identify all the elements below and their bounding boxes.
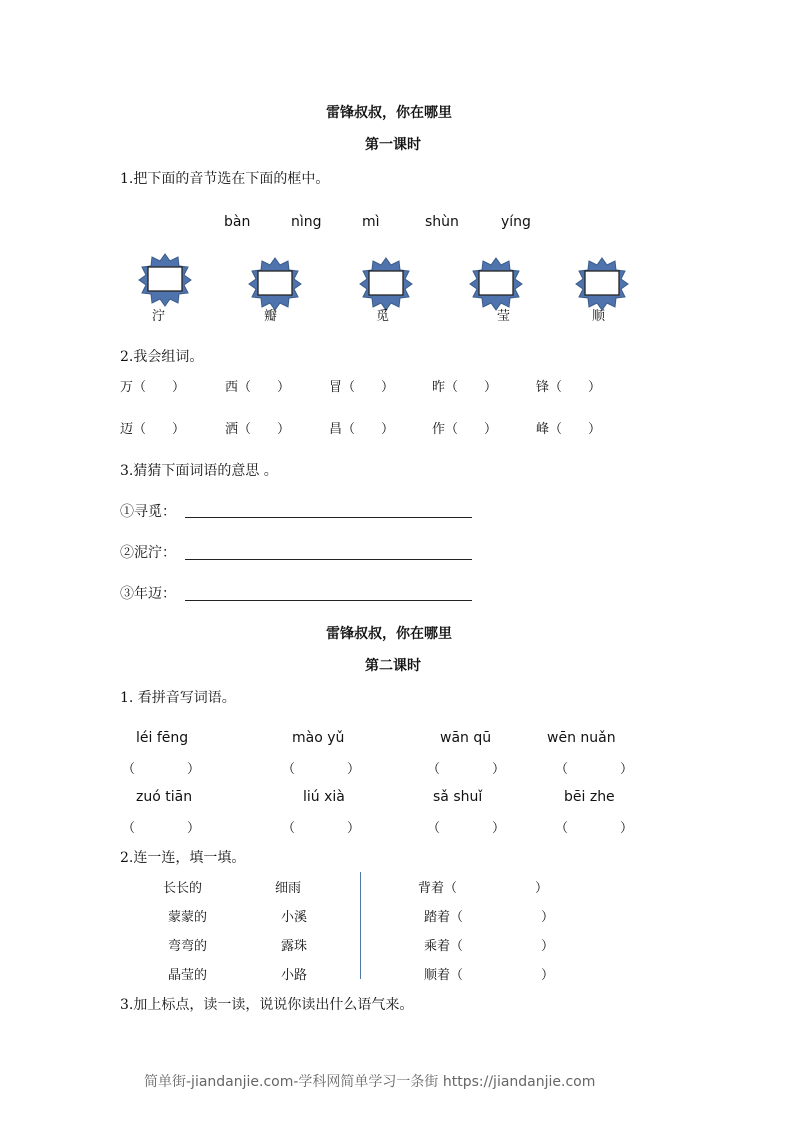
meaning-label-1: ①寻觅： [120, 504, 176, 520]
char-ban: 瓣 [264, 309, 278, 324]
char-shun: 顺 [592, 309, 606, 324]
answer-paren[interactable]: （ ） [555, 762, 634, 777]
pinyin-liu-xia: liú xià [303, 789, 345, 805]
match-mid-item[interactable]: 露珠 [281, 939, 308, 954]
word-item[interactable]: 冒（ ） [329, 380, 395, 395]
answer-box-2[interactable] [247, 256, 303, 312]
word-item[interactable]: 万（ ） [120, 380, 186, 395]
pinyin-shun: shùn [425, 214, 459, 230]
lesson1-subtitle: 第一课时 [365, 137, 421, 153]
match-mid-item[interactable]: 小溪 [281, 910, 308, 925]
word-item[interactable]: 昌（ ） [329, 422, 395, 437]
fill-item[interactable]: 踏着（ ） [424, 910, 555, 925]
fill-item[interactable]: 乘着（ ） [424, 939, 555, 954]
pinyin-zuo-tian: zuó tiān [136, 789, 193, 805]
l1-q1-prompt: 1.把下面的音节选在下面的框中。 [120, 171, 330, 187]
pinyin-ying: yíng [501, 214, 531, 230]
answer-paren[interactable]: （ ） [427, 821, 506, 836]
lesson1-title: 雷锋叔叔，你在哪里 [326, 105, 452, 121]
match-left-item[interactable]: 蒙蒙的 [168, 910, 208, 925]
l2-q1-prompt: 1. 看拼音写词语。 [120, 690, 236, 706]
pinyin-wen-nuan: wēn nuǎn [547, 730, 616, 746]
l2-q3-prompt: 3.加上标点，读一读，说说你读出什么语气来。 [120, 997, 414, 1013]
word-item[interactable]: 迈（ ） [120, 422, 186, 437]
answer-box-3[interactable] [358, 256, 414, 312]
word-item[interactable]: 锋（ ） [536, 380, 602, 395]
match-mid-item[interactable]: 细雨 [275, 881, 302, 896]
fill-item[interactable]: 顺着（ ） [424, 968, 555, 983]
match-mid-item[interactable]: 小路 [281, 968, 308, 983]
answer-paren[interactable]: （ ） [427, 762, 506, 777]
answer-box-4[interactable] [468, 256, 524, 312]
pinyin-ban: bàn [224, 214, 251, 230]
char-ning: 泞 [152, 309, 166, 324]
match-left-item[interactable]: 弯弯的 [168, 939, 208, 954]
meaning-label-2: ②泥泞： [120, 545, 176, 561]
answer-paren[interactable]: （ ） [122, 762, 201, 777]
answer-line-3[interactable] [185, 600, 472, 601]
answer-paren[interactable]: （ ） [282, 821, 361, 836]
divider-line [360, 872, 361, 979]
l1-q3-prompt: 3.猜猜下面词语的意思 。 [120, 463, 278, 479]
footer-watermark: 简单街-jiandanjie.com-学科网简单学习一条街 https://jiandanjie.com [144, 1074, 596, 1090]
lesson2-subtitle: 第二课时 [365, 658, 421, 674]
word-item[interactable]: 峰（ ） [536, 422, 602, 437]
char-ying: 莹 [497, 309, 511, 324]
l1-q2-prompt: 2.我会组词。 [120, 349, 204, 365]
answer-paren[interactable]: （ ） [122, 821, 201, 836]
word-item[interactable]: 洒（ ） [225, 422, 291, 437]
l2-q2-prompt: 2.连一连，填一填。 [120, 850, 246, 866]
answer-line-1[interactable] [185, 517, 472, 518]
match-left-item[interactable]: 长长的 [163, 881, 203, 896]
pinyin-mao-yu: mào yǔ [292, 730, 345, 746]
match-left-item[interactable]: 晶莹的 [168, 968, 208, 983]
char-mi: 觅 [376, 309, 390, 324]
answer-paren[interactable]: （ ） [555, 821, 634, 836]
pinyin-sa-shui: sǎ shuǐ [433, 789, 483, 805]
pinyin-bei-zhe: bēi zhe [564, 789, 615, 805]
lesson2-title: 雷锋叔叔，你在哪里 [326, 626, 452, 642]
pinyin-ning: nìng [291, 214, 322, 230]
fill-item[interactable]: 背着（ ） [418, 881, 549, 896]
answer-line-2[interactable] [185, 559, 472, 560]
answer-box-1[interactable] [137, 252, 193, 308]
answer-paren[interactable]: （ ） [282, 762, 361, 777]
pinyin-wan-qu: wān qū [440, 730, 492, 746]
answer-box-5[interactable] [574, 256, 630, 312]
pinyin-mi: mì [362, 214, 380, 230]
pinyin-lei-feng: léi fēng [136, 730, 189, 746]
word-item[interactable]: 昨（ ） [432, 380, 498, 395]
word-item[interactable]: 西（ ） [225, 380, 291, 395]
meaning-label-3: ③年迈： [120, 586, 176, 602]
word-item[interactable]: 作（ ） [432, 422, 498, 437]
